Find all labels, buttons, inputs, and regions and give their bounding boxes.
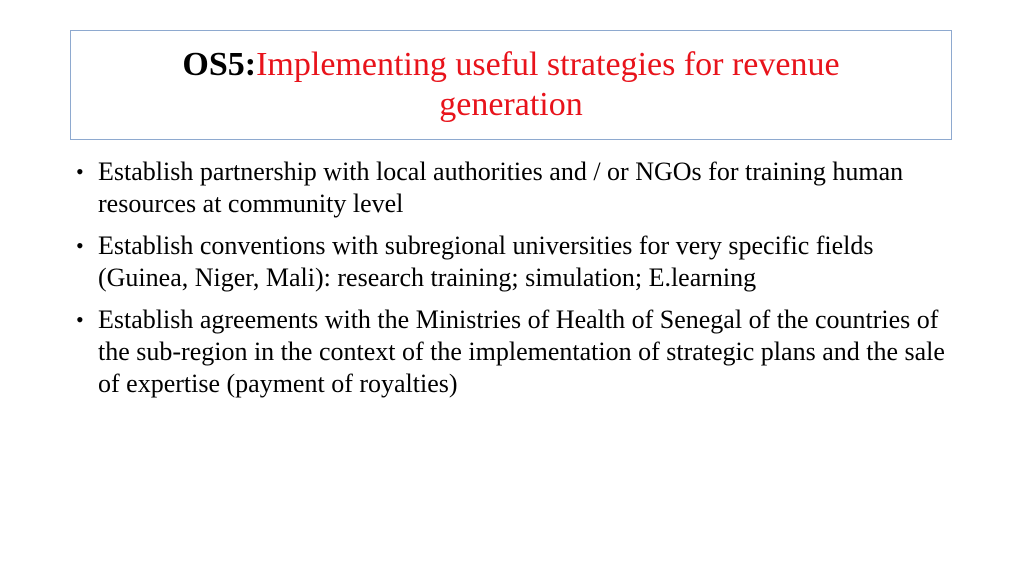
- bullet-icon: •: [76, 159, 84, 184]
- bullet-item: [76, 156, 956, 220]
- slide-title: [71, 45, 951, 125]
- bullet-icon: •: [76, 233, 84, 258]
- bullet-icon: •: [76, 307, 84, 332]
- title-main: Implementing useful strategies for revenue generation: [256, 46, 840, 123]
- bullet-text: Establish agreements with the Ministries of Health of Senegal of the countries of the sub-region in the context of the implementation of strategic plans and the sale of expertise (payment of royalties): [98, 305, 945, 398]
- title-box: [70, 30, 952, 140]
- title-prefix: OS5:: [182, 46, 257, 83]
- bullet-text: Establish partnership with local authorities and / or NGOs for training human resources at community level: [98, 157, 904, 218]
- bullet-item: [76, 304, 956, 400]
- bullet-text: Establish conventions with subregional universities for very specific fields (Guinea, Niger, Mali): research training; simulation; E.learning: [98, 231, 874, 292]
- bullet-list: [76, 156, 956, 410]
- bullet-item: [76, 230, 956, 294]
